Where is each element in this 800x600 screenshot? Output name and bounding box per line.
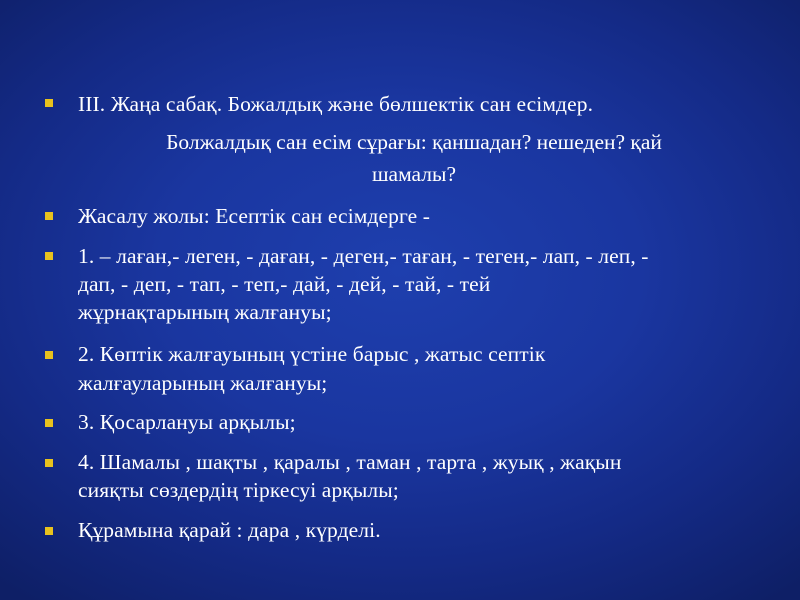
bullet-icon	[45, 212, 53, 220]
bullet-text: сияқты сөздердің тіркесуі арқылы;	[78, 478, 399, 502]
bullet-text: III. Жаңа сабақ. Божалдық және бөлшектік сан есімдер.	[78, 92, 594, 116]
bullet-icon	[45, 419, 53, 427]
bullet-icon	[45, 351, 53, 359]
bullet-text: 1. – лаған,- леген, - даған, - деген,- таған, - теген,- лап, - леп, -	[78, 244, 649, 268]
bullet-icon	[45, 527, 53, 535]
bullet-text: Жасалу жолы: Есептік сан есімдерге -	[78, 204, 431, 228]
bullet-text: Құрамына қарай : дара , күрделі.	[78, 518, 381, 542]
bullet-text: дап, - деп, - тап, - теп,- дай, - дей, - тай, - тей	[78, 272, 491, 296]
centered-text: Болжалдық сан есім сұрағы: қаншадан? нешеден? қай	[166, 130, 662, 154]
bullet-text: жұрнақтарының жалғануы;	[78, 300, 332, 324]
bullet-text: 2. Көптік жалғауының үстіне барыс , жатыс септік	[78, 342, 546, 366]
bullet-icon	[45, 252, 53, 260]
bullet-text: жалғауларының жалғануы;	[78, 371, 328, 395]
bullet-text: 3. Қосарлануы арқылы;	[78, 410, 296, 434]
bullet-text: 4. Шамалы , шақты , қаралы , таман , тарта , жуық , жақын	[78, 450, 622, 474]
centered-text: шамалы?	[371, 162, 456, 186]
bullet-icon	[45, 99, 53, 107]
bullet-icon	[45, 459, 53, 467]
